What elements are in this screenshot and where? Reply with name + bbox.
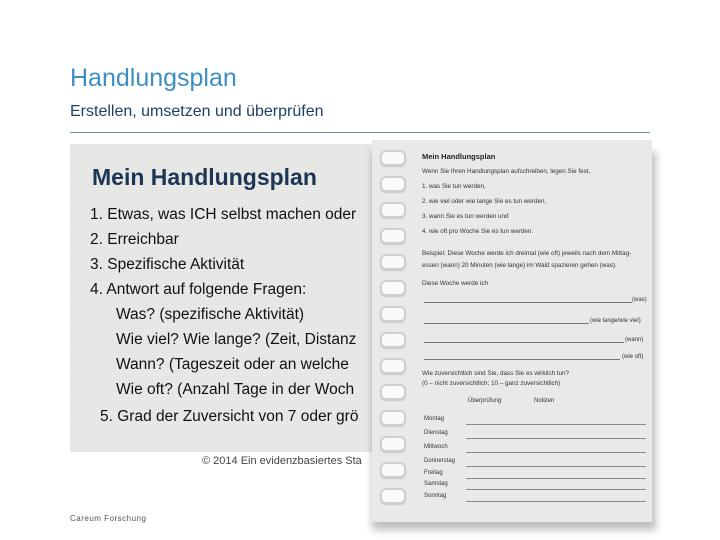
binder-ring xyxy=(380,280,406,296)
day-line xyxy=(466,438,646,439)
binder-ring xyxy=(380,176,406,192)
day-label: Donnerstag xyxy=(424,458,456,464)
worksheet-example: essen (wann) 20 Minuten (wie lange) im Wald spazieren gehen (was). xyxy=(422,262,617,269)
worksheet-step: 4. wie oft pro Woche Sie es tun werden. xyxy=(422,228,534,235)
photo-item: 2. Erreichbar xyxy=(90,231,179,248)
binder-ring xyxy=(380,358,406,374)
binder-ring xyxy=(380,332,406,348)
answer-line xyxy=(424,342,624,343)
worksheet-step: 3. wann Sie es tun werden und xyxy=(422,213,509,220)
answer-line xyxy=(424,302,632,303)
footer-text: Careum Forschung xyxy=(70,514,147,523)
handlungsplan-photo xyxy=(70,144,372,452)
worksheet-title: Mein Handlungsplan xyxy=(422,152,496,161)
binder-rings xyxy=(372,140,414,522)
day-line xyxy=(466,478,646,479)
worksheet-step: 1. was Sie tun werden, xyxy=(422,183,486,190)
answer-suffix: (wann) xyxy=(625,337,644,343)
photo-item: 4. Antwort auf folgende Fragen: xyxy=(90,281,307,298)
column-header-notes: Notizen xyxy=(534,398,555,404)
answer-suffix: (wie oft) xyxy=(622,354,644,360)
confidence-scale: (0 – nicht zuversichtlich; 10 – ganz zuversichtlich) xyxy=(422,380,561,387)
page-title: Handlungsplan xyxy=(70,64,237,92)
day-line xyxy=(466,501,646,502)
answer-suffix: (was) xyxy=(632,297,647,303)
worksheet-example: Beispiel: Diese Woche werde ich dreimal (wie oft) jeweils nach dem Mittag- xyxy=(422,250,632,257)
photo-item: Wann? (Tageszeit oder an welche xyxy=(116,356,349,373)
answer-line xyxy=(424,323,589,324)
image-caption: © 2014 Ein evidenzbasiertes Sta xyxy=(202,455,362,467)
confidence-question: Wie zuversichtlich sind Sie, dass Sie es wirklich tun? xyxy=(422,370,569,377)
photo-item: Wie viel? Wie lange? (Zeit, Distanz xyxy=(116,331,357,348)
day-label: Freitag xyxy=(424,470,443,476)
worksheet-image xyxy=(372,140,652,522)
binder-ring xyxy=(380,410,406,426)
photo-item: Wie oft? (Anzahl Tage in der Woch xyxy=(116,381,355,398)
worksheet-intro: Wenn Sie Ihren Handlungsplan aufschreiben, legen Sie fest, xyxy=(422,168,591,175)
photo-item: 3. Spezifische Aktivität xyxy=(90,256,245,273)
answer-line xyxy=(424,359,620,360)
photo-item: 1. Etwas, was ICH selbst machen oder xyxy=(90,206,357,223)
day-line xyxy=(466,489,646,490)
binder-ring xyxy=(380,254,406,270)
binder-ring xyxy=(380,462,406,478)
binder-ring xyxy=(380,384,406,400)
day-line xyxy=(466,452,646,453)
column-header-check: Überprüfung xyxy=(468,398,502,404)
day-label: Sonntag xyxy=(424,493,447,499)
day-label: Mittwoch xyxy=(424,444,448,450)
answer-suffix: (wie lange/wie viel) xyxy=(590,318,641,324)
worksheet-step: 2. wie viel oder wie lange Sie es tun werden, xyxy=(422,198,547,205)
day-line xyxy=(466,466,646,467)
photo-item: 5. Grad der Zuversicht von 7 oder grö xyxy=(100,408,359,425)
title-divider xyxy=(70,132,650,133)
day-label: Samstag xyxy=(424,481,448,487)
binder-ring xyxy=(380,150,406,166)
binder-ring xyxy=(380,306,406,322)
photo-heading: Mein Handlungsplan xyxy=(92,164,317,190)
binder-ring xyxy=(380,436,406,452)
page-subtitle: Erstellen, umsetzen und überprüfen xyxy=(70,103,324,120)
binder-ring xyxy=(380,202,406,218)
binder-ring xyxy=(380,488,406,504)
worksheet-this-week: Diese Woche werde ich xyxy=(422,280,489,287)
day-line xyxy=(466,424,646,425)
day-label: Montag xyxy=(424,416,445,422)
day-label: Dienstag xyxy=(424,430,448,436)
photo-item: Was? (spezifische Aktivität) xyxy=(116,306,305,323)
binder-ring xyxy=(380,228,406,244)
